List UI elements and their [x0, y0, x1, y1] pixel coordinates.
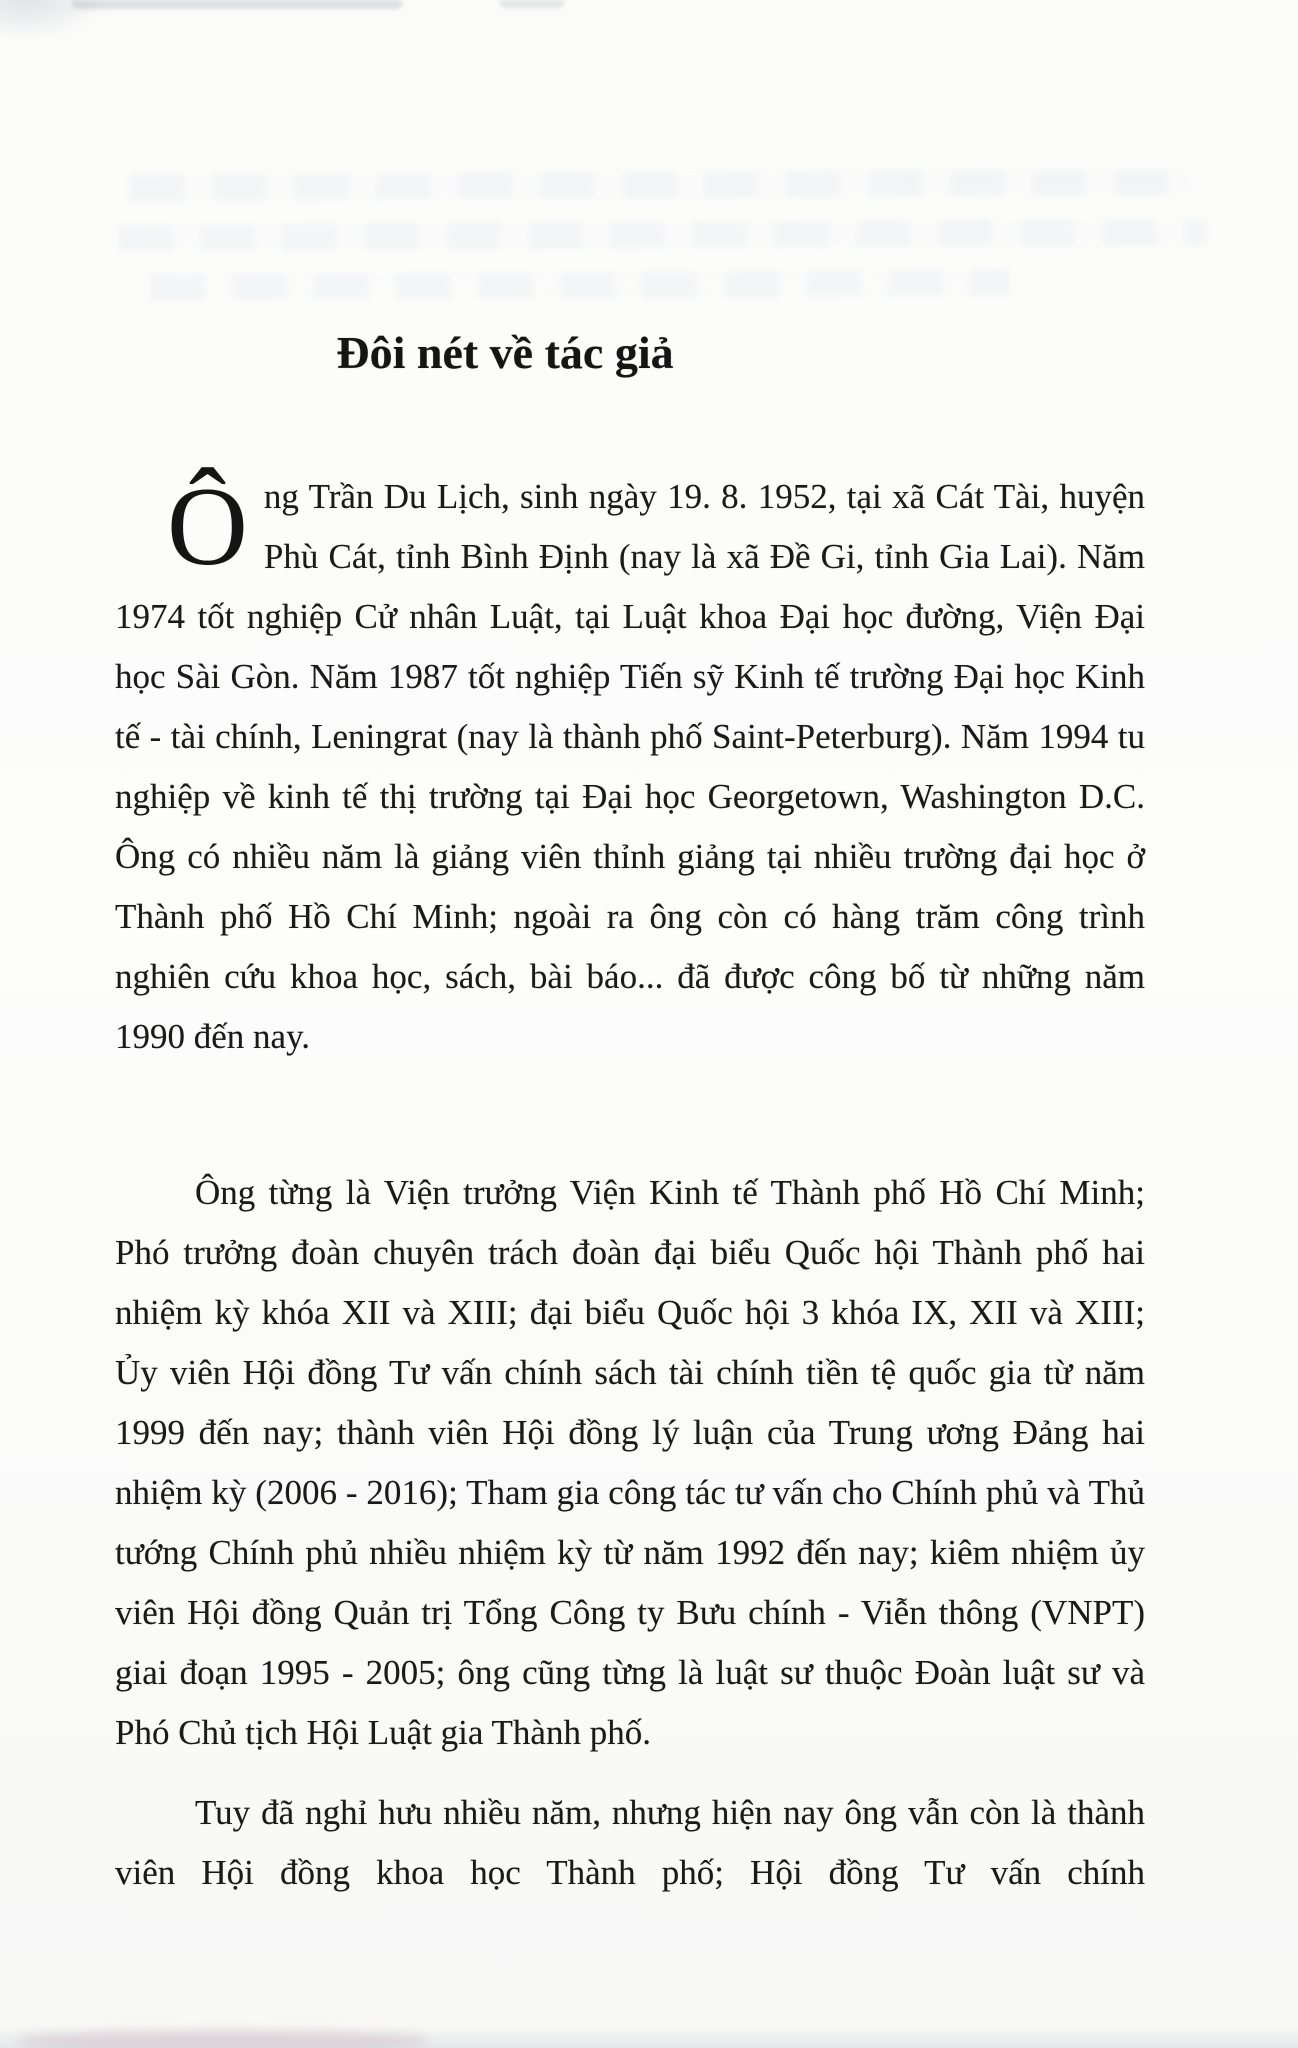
scan-artifact-top-strip-small	[500, 0, 564, 8]
paragraph-career-positions: Ông từng là Viện trưởng Viện Kinh tế Thành phố Hồ Chí Minh; Phó trưởng đoàn chuyên trách đoàn đại biểu Quốc hội Thành phố hai nhiệm kỳ khóa XII và XIII; đại biểu Quốc hội 3 khóa IX, XII và XIII; Ủy viên Hội đồng Tư vấn chính sách tài chính tiền tệ quốc gia từ năm 1999 đến nay; thành viên Hội đồng lý luận của Trung ương Đảng hai nhiệm kỳ (2006 - 2016); Tham gia công tác tư vấn cho Chính phủ và Thủ tướng Chính phủ nhiều nhiệm kỳ từ năm 1992 đến nay; kiêm nhiệm ủy viên Hội đồng Quản trị Tổng Công ty Bưu chính - Viễn thông (VNPT) giai đoạn 1995 - 2005; ông cũng từng là luật sư thuộc Đoàn luật sư và Phó Chủ tịch Hội Luật gia Thành phố.	[115, 1173, 1145, 1752]
paragraph-author-intro	[115, 467, 1145, 1067]
scan-artifact-top-strip	[72, 0, 402, 9]
scan-artifact-bottom-smudge	[18, 2030, 428, 2048]
bleed-through-text-line	[150, 270, 1010, 301]
bleed-through-text-line	[118, 219, 1208, 251]
page-title: Đôi nét về tác giả	[336, 327, 674, 378]
bleed-through-text-line	[130, 169, 1190, 201]
dropcap-letter: Ô	[167, 465, 248, 589]
paragraph-current-roles: Tuy đã nghỉ hưu nhiều năm, nhưng hiện nay ông vẫn còn là thành viên Hội đồng khoa học Thành phố; Hội đồng Tư vấn chính	[115, 1793, 1145, 1892]
article-body	[115, 467, 1145, 1903]
paragraph-author-intro-text: ng Trần Du Lịch, sinh ngày 19. 8. 1952, tại xã Cát Tài, huyện Phù Cát, tỉnh Bình Định (nay là xã Đề Gi, tỉnh Gia Lai). Năm 1974 tốt nghiệp Cử nhân Luật, tại Luật khoa Đại học đường, Viện Đại học Sài Gòn. Năm 1987 tốt nghiệp Tiến sỹ Kinh tế trường Đại học Kinh tế - tài chính, Leningrat (nay là thành phố Saint-Peterburg). Năm 1994 tu nghiệp về kinh tế thị trường tại Đại học Georgetown, Washington D.C. Ông có nhiều năm là giảng viên thỉnh giảng tại nhiều trường đại học ở Thành phố Hồ Chí Minh; ngoài ra ông còn có hàng trăm công trình nghiên cứu khoa học, sách, bài báo... đã được công bố từ những năm 1990 đến nay.	[115, 477, 1145, 1056]
